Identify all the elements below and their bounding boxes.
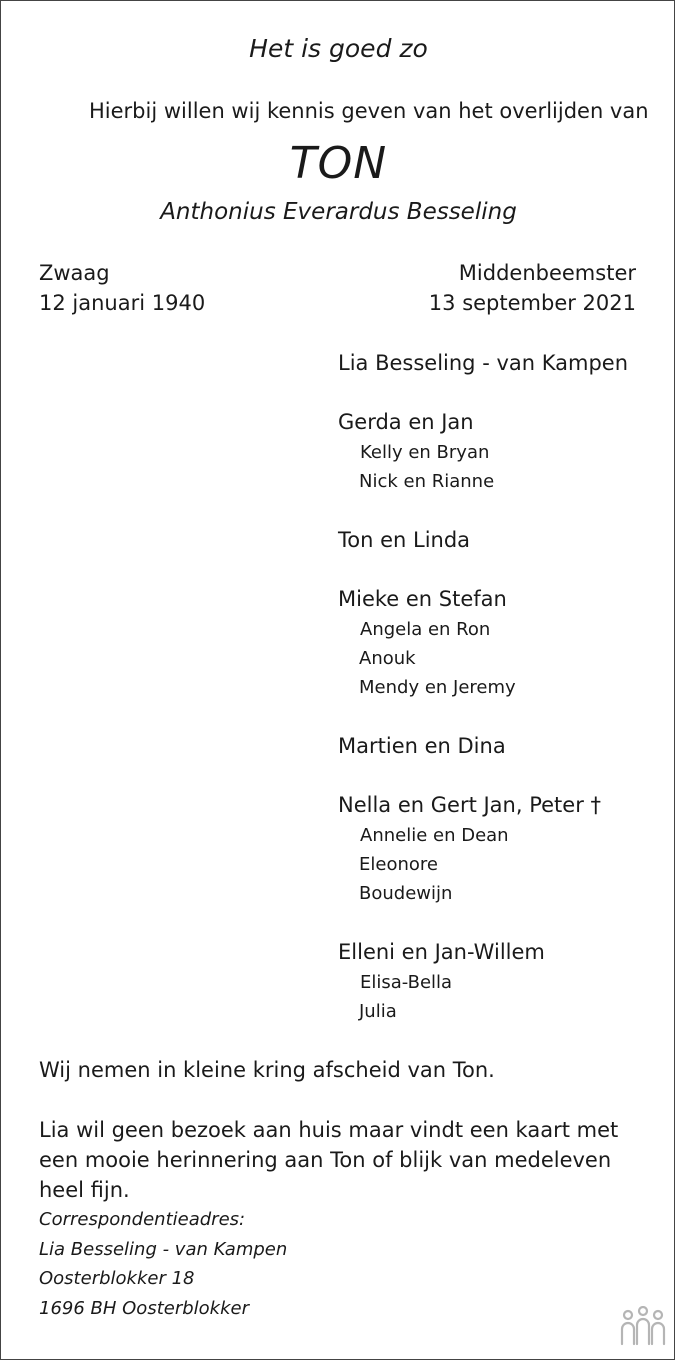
correspondence-street: Oosterblokker 18 (39, 1268, 195, 1289)
family-child: Annelie en Dean (360, 825, 509, 846)
correspondence-label: Correspondentieadres: (39, 1209, 246, 1230)
wish-text: Lia wil geen bezoek aan huis maar vindt een kaart met een mooie herinnering aan Ton of blijk van medeleven heel fijn. (39, 1118, 619, 1202)
motto: Het is goed zo (249, 34, 428, 63)
farewell-text: Wij nemen in kleine kring afscheid van Ton. (39, 1058, 495, 1082)
family-member: Elleni en Jan-Willem (338, 940, 545, 964)
family-member: Ton en Linda (338, 528, 471, 552)
birth-date: 12 januari 1940 (39, 291, 206, 315)
death-date: 13 september 2021 (428, 291, 636, 315)
family-child: Julia (359, 1001, 397, 1022)
family-member: Lia Besseling - van Kampen (338, 351, 629, 375)
correspondence-city: 1696 BH Oosterblokker (39, 1298, 249, 1319)
deceased-name: TON (289, 138, 388, 189)
family-child: Eleonore (359, 854, 438, 875)
family-child: Anouk (359, 648, 416, 669)
family-member: Mieke en Stefan (338, 587, 507, 611)
family-member: Gerda en Jan (338, 410, 474, 434)
family-child: Angela en Ron (360, 619, 491, 640)
family-child: Nick en Rianne (359, 471, 495, 492)
family-child: Boudewijn (359, 883, 453, 904)
correspondence-name: Lia Besseling - van Kampen (39, 1239, 288, 1260)
family-child: Mendy en Jeremy (359, 677, 516, 698)
family-child: Kelly en Bryan (360, 442, 490, 463)
people-group-icon (618, 1306, 668, 1348)
intro-text: Hierbij willen wij kennis geven van het overlijden van (89, 99, 649, 123)
family-member: Nella en Gert Jan, Peter † (338, 793, 602, 817)
birth-place: Zwaag (39, 261, 110, 285)
death-place: Middenbeemster (458, 261, 636, 285)
family-member: Martien en Dina (338, 734, 506, 758)
family-child: Elisa-Bella (360, 972, 453, 993)
deceased-full-name: Anthonius Everardus Besseling (160, 199, 517, 225)
